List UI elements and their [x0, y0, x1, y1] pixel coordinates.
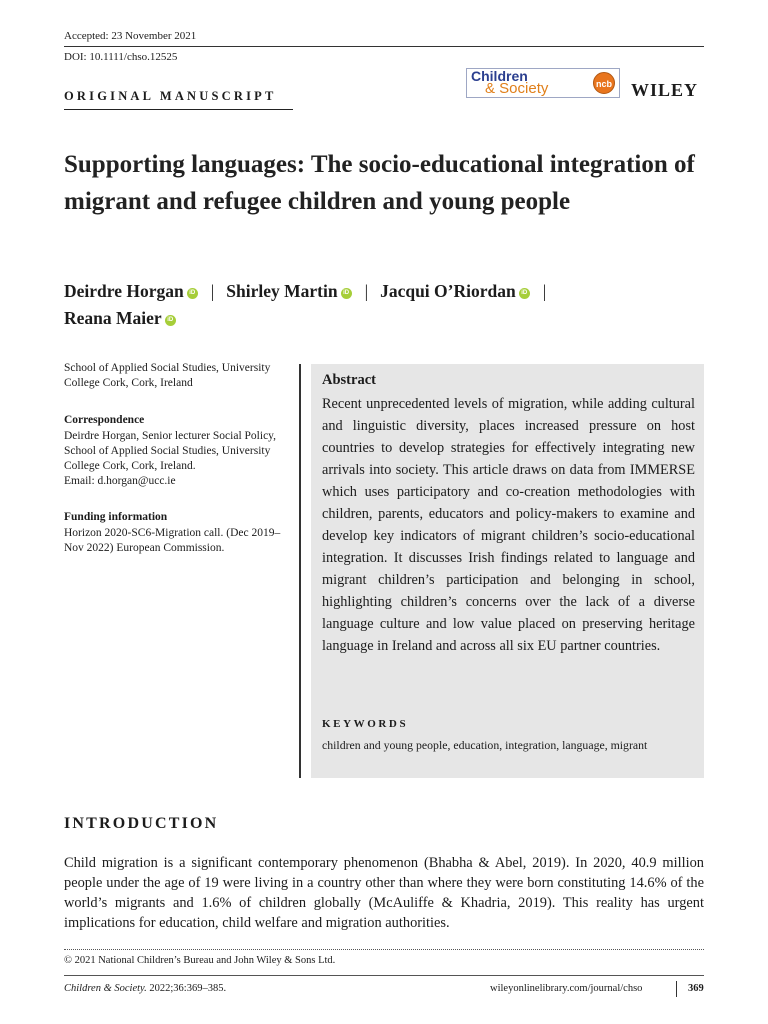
author-separator: |	[364, 281, 369, 301]
orcid-icon[interactable]: iD	[165, 315, 176, 326]
orcid-icon[interactable]: iD	[519, 288, 530, 299]
keywords-list: children and young people, education, integration, language, migrant	[322, 738, 648, 752]
correspondence-email[interactable]: Email: d.horgan@ucc.ie	[64, 475, 176, 487]
logo-text-society: & Society	[485, 80, 549, 97]
doi-link[interactable]: DOI: 10.1111/chso.12525	[64, 51, 178, 63]
abstract-heading: Abstract	[322, 372, 376, 388]
article-type: ORIGINAL MANUSCRIPT	[64, 89, 277, 103]
author-list	[64, 278, 704, 332]
author-separator: |	[542, 281, 547, 301]
author-name[interactable]: Reana Maier	[64, 308, 162, 328]
correspondence-text	[64, 429, 286, 489]
section-heading-introduction: INTRODUCTION	[64, 815, 219, 832]
affiliation: School of Applied Social Studies, University College Cork, Cork, Ireland	[64, 362, 271, 389]
abstract-text: Recent unprecedented levels of migration, while adding cultural and linguistic diversity, places increased pressure on host countries to develop strategies for effectively integrating new arrivals into society. This article draws on data from IMMERSE which uses participatory and co-creation methodologies with children, parents, educators and policy-makers to examine and develop key indicators of migrant children’s socio-educational integration. It discusses Irish findings related to language and migrant children’s participation and belonging in school, highlighting children’s concerns over the lack of a diverse language culture and low value placed on preserving heritage language in Ireland and across all six EU partner countries.	[322, 396, 695, 654]
keywords-heading: KEYWORDS	[322, 718, 409, 730]
author-name[interactable]: Jacqui O’Riordan	[380, 281, 516, 301]
author-name[interactable]: Deirdre Horgan	[64, 281, 184, 301]
journal-name: Children & Society.	[64, 983, 147, 994]
journal-logo[interactable]	[466, 68, 620, 98]
ncb-badge-icon: ncb	[593, 72, 615, 94]
publisher-logo[interactable]: WILEY	[631, 80, 699, 100]
article-type-rule	[64, 109, 293, 110]
funding-text: Horizon 2020-SC6-Migration call. (Dec 2019–Nov 2022) European Commission.	[64, 527, 281, 554]
correspondence-heading: Correspondence	[64, 414, 145, 426]
abstract-box	[311, 364, 704, 778]
funding-heading: Funding information	[64, 511, 168, 523]
page-number-divider	[676, 981, 677, 997]
column-divider	[299, 364, 301, 778]
copyright-notice: © 2021 National Children’s Bureau and John Wiley & Sons Ltd.	[64, 955, 336, 966]
orcid-icon[interactable]: iD	[341, 288, 352, 299]
introduction-paragraph: Child migration is a significant contemporary phenomenon (Bhabha & Abel, 2019). In 2020, 40.9 million people under the age of 19 were living in a country other than where they were born constituting 14.6% of the world’s migrants and 1.6% of children globally (McAuliffe & Khadria, 2019). This reality has urgent implications for education, child welfare and migration authorities.	[64, 855, 704, 931]
article-title: Supporting languages: The socio-educational integration of migrant and refugee children and young people	[64, 151, 695, 215]
header-rule	[64, 46, 704, 47]
correspondence-address: Deirdre Horgan, Senior lecturer Social Policy, School of Applied Social Studies, University College Cork, Cork, Ireland.	[64, 430, 277, 472]
footer-rule	[64, 975, 704, 976]
orcid-icon[interactable]: iD	[187, 288, 198, 299]
journal-website-link[interactable]: wileyonlinelibrary.com/journal/chso	[490, 983, 643, 994]
journal-citation	[64, 983, 226, 994]
page-number: 369	[688, 983, 704, 994]
logo-text-children: Children	[471, 68, 528, 84]
author-separator: |	[210, 281, 215, 301]
citation-volume: 2022;36:369–385.	[149, 983, 227, 994]
footnote-rule	[64, 949, 704, 950]
author-name[interactable]: Shirley Martin	[226, 281, 338, 301]
accepted-date: Accepted: 23 November 2021	[64, 30, 197, 42]
